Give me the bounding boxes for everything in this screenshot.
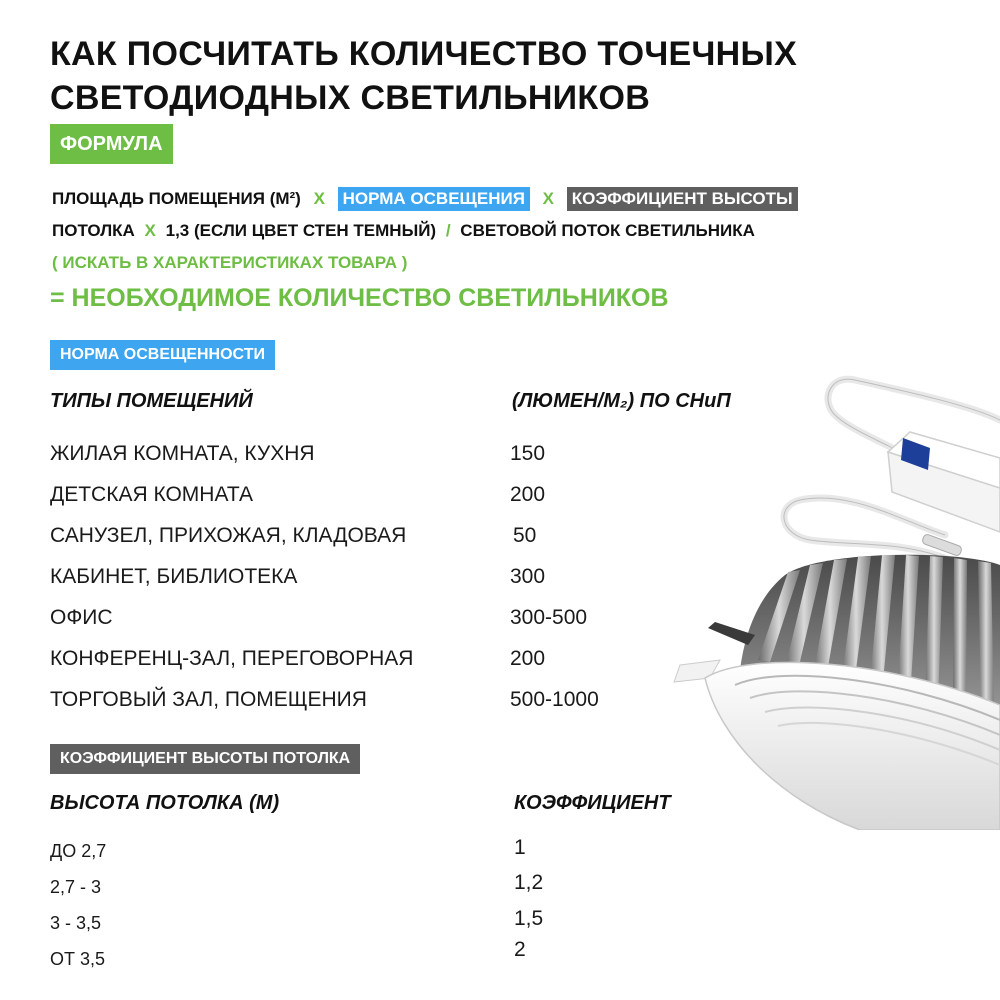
lumen-value: 500-1000 [510, 688, 599, 711]
room-type: ОФИС [50, 606, 113, 629]
norm-table-header-lumens: (ЛЮМЕН/М₂) ПО СНиП [512, 390, 731, 412]
formula-divide-operator: / [445, 221, 451, 240]
formula-line-2 [52, 218, 755, 244]
room-type: ДЕТСКАЯ КОМНАТА [50, 483, 253, 506]
formula-line-1 [52, 186, 798, 212]
formula-times-operator: Х [144, 221, 156, 240]
formula-area: ПЛОЩАДЬ ПОМЕЩЕНИЯ (М²) [52, 189, 301, 208]
led-downlight-icon [660, 360, 1000, 830]
room-type: КОНФЕРЕНЦ-ЗАЛ, ПЕРЕГОВОРНАЯ [50, 647, 414, 670]
page-title [50, 32, 950, 120]
page-title-line-2: СВЕТОДИОДНЫХ СВЕТИЛЬНИКОВ [50, 79, 651, 117]
lumen-value: 50 [513, 524, 537, 547]
lumen-value: 300-500 [510, 606, 588, 629]
ceiling-height: 3 - 3,5 [50, 913, 102, 933]
formula-tag: ФОРМУЛА [50, 124, 173, 164]
ceiling-height: ОТ 3,5 [50, 949, 106, 969]
height-table-tag: КОЭФФИЦИЕНТ ВЫСОТЫ ПОТОЛКА [50, 744, 360, 774]
room-type: ТОРГОВЫЙ ЗАЛ, ПОМЕЩЕНИЯ [50, 688, 367, 711]
page-title-line-1: КАК ПОСЧИТАТЬ КОЛИЧЕСТВО ТОЧЕЧНЫХ [50, 35, 798, 73]
height-table-header-height: ВЫСОТА ПОТОЛКА (М) [50, 792, 280, 814]
room-type: КАБИНЕТ, БИБЛИОТЕКА [50, 565, 298, 588]
formula-ceiling: ПОТОЛКА [52, 221, 135, 240]
height-coefficient: 1 [514, 836, 526, 859]
formula-result: = НЕОБХОДИМОЕ КОЛИЧЕСТВО СВЕТИЛЬНИКОВ [50, 284, 669, 312]
formula-luminous-flux: СВЕТОВОЙ ПОТОК СВЕТИЛЬНИКА [460, 221, 755, 240]
norm-table-header-rooms: ТИПЫ ПОМЕЩЕНИЙ [50, 390, 253, 412]
formula-dark-walls-factor: 1,3 (ЕСЛИ ЦВЕТ СТЕН ТЕМНЫЙ) [165, 221, 437, 240]
formula-note: ( ИСКАТЬ В ХАРАКТЕРИСТИКАХ ТОВАРА ) [52, 253, 408, 272]
height-coefficient: 2 [514, 938, 526, 961]
room-type: ЖИЛАЯ КОМНАТА, КУХНЯ [50, 442, 315, 465]
formula-height-coef-tag: КОЭФФИЦИЕНТ ВЫСОТЫ [567, 187, 798, 211]
lumen-value: 150 [510, 442, 546, 465]
lumen-value: 300 [510, 565, 546, 588]
height-table-header-coef: КОЭФФИЦИЕНТ [514, 792, 671, 814]
formula-norm-tag: НОРМА ОСВЕЩЕНИЯ [338, 187, 530, 211]
lumen-value: 200 [510, 647, 546, 670]
room-type: САНУЗЕЛ, ПРИХОЖАЯ, КЛАДОВАЯ [50, 524, 407, 547]
formula-times-operator: Х [313, 189, 325, 208]
norm-table-tag: НОРМА ОСВЕЩЕННОСТИ [50, 340, 275, 370]
ceiling-height: ДО 2,7 [50, 841, 107, 861]
height-coefficient: 1,2 [514, 871, 544, 894]
lumen-value: 200 [510, 483, 546, 506]
height-coefficient: 1,5 [514, 907, 544, 930]
ceiling-height: 2,7 - 3 [50, 877, 102, 897]
formula-times-operator: Х [542, 189, 555, 208]
